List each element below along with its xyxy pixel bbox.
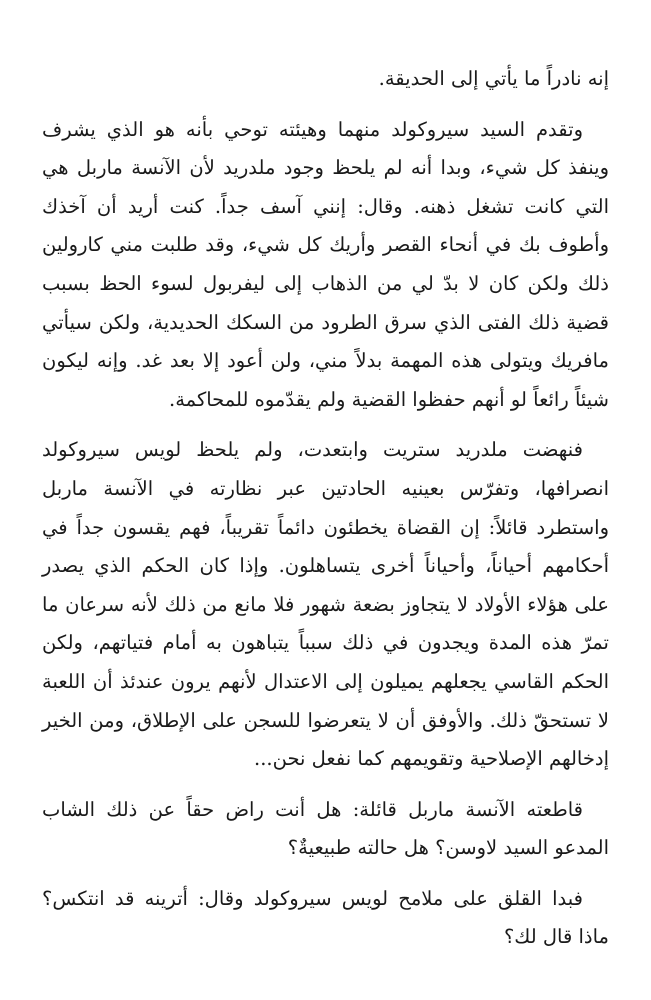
paragraph-4: قاطعته الآنسة ماربل قائلة: هل أنت راض حقاً عن ذلك الشاب المدعو السيد لاوسن؟ هل حالته طبيعيةٌ؟ xyxy=(42,797,609,860)
paragraph-3: فنهضت ملدريد ستريت وابتعدت، ولم يلحظ لويس سيروكولد انصرافها، وتفرّس بعينيه الحادتين عبر نظارته في الآنسة ماربل واستطرد قائلاً: إن القضاة يخطئون دائماً تقريباً، فهم يقسون جداً في أحكامهم أحياناً، وأحياناً أخرى يتساهلون. وإذا كان الحكم الذي يصدر على هؤلاء الأولاد لا يتجاوز بضعة شهور فلا مانع من ذلك لأنه سرعان ما تمرّ هذه المدة ويجدون في ذلك سبباً يتباهون به أمام فتياتهم، ولكن الحكم القاسي يجعلهم يميلون إلى الاعتدال لأنهم يرون عندئذ أن اللعبة لا تستحقّ ذلك. والأوفق أن لا يتعرضوا للسجن على الإطلاق، ومن الخير إدخالهم الإصلاحية وتقويمهم كما نفعل نحن... xyxy=(42,438,609,771)
paragraph-5: فبدا القلق على ملامح لويس سيروكولد وقال: أترينه قد انتكس؟ ماذا قال لك؟ xyxy=(42,886,609,949)
paragraph-1: إنه نادراً ما يأتي إلى الحديقة. xyxy=(378,67,609,90)
paragraph-2: وتقدم السيد سيروكولد منهما وهيئته توحي بأنه هو الذي يشرف وينفذ كل شيء، وبدا أنه لم يلحظ وجود ملدريد لأن الآنسة ماربل هي التي كانت تشغل ذهنه. وقال: إنني آسف جداً. كنت أريد أن آخذك وأطوف بك في أنحاء القصر وأريك كل شيء، وقد طلبت مني كارولين ذلك ولكن كان لا بدّ لي من الذهاب إلى ليفربول لسوء الحظ بسبب قضية ذلك الفتى الذي سرق الطرود من السكك الحديدية، ولكن سيأتي مافريك ويتولى هذه المهمة بدلاً مني، ولن أعود إلا بعد غد. وإنه ليكون شيئاً رائعاً لو أنهم حفظوا القضية ولم يقدّموه للمحاكمة. xyxy=(42,117,609,411)
